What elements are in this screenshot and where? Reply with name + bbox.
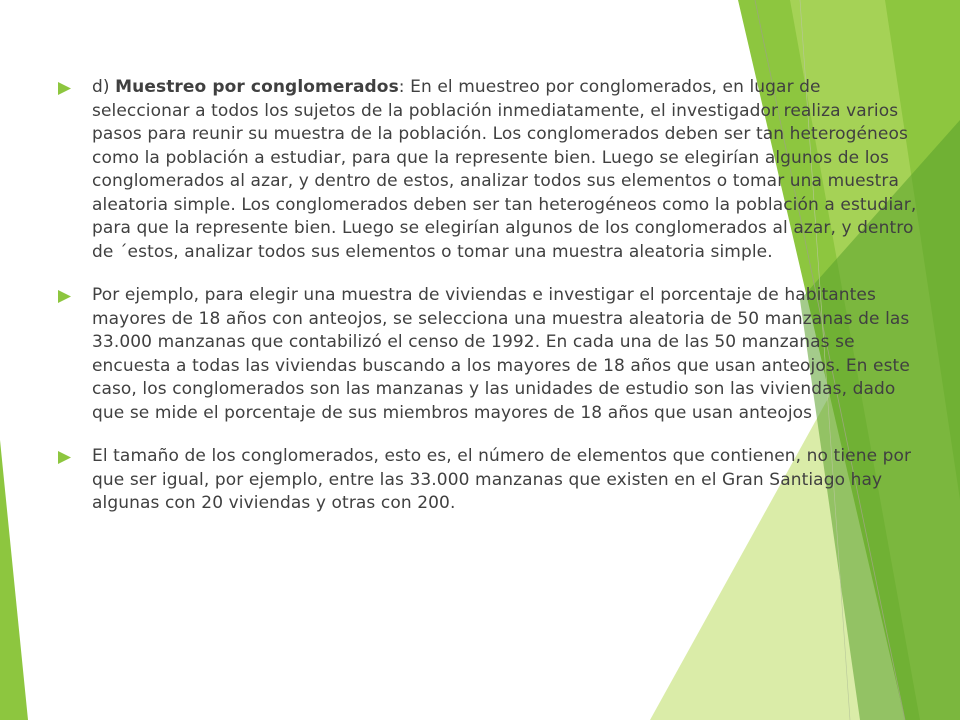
bullet-prefix: d) <box>92 77 116 97</box>
left-green-triangle <box>0 440 28 720</box>
triangle-right-icon <box>58 290 71 303</box>
triangle-right-icon <box>58 451 71 464</box>
bullet-text: Por ejemplo, para elegir una muestra de viviendas e investigar el porcentaje de habitantes mayores de 18 años con anteojos, se selecciona una muestra aleatoria de 50 manzanas de las 33.000 manzanas que contabilizó el censo de 1992. En cada una de las 50 manzanas se encuesta a todas las viviendas buscando a los mayores de 18 años que usan anteojos. En este caso, los conglomerados son las manzanas y las unidades de estudio son las viviendas, dado que se mide el porcentaje de sus miembros mayores de 18 años que usan anteojos <box>92 285 910 423</box>
slide-content <box>58 76 918 536</box>
triangle-right-icon <box>58 82 71 95</box>
bullet-item-muestreo-conglomerados <box>58 76 918 264</box>
bullet-item-tamano <box>58 445 918 516</box>
bullet-text: : En el muestreo por conglomerados, en lugar de seleccionar a todos los sujetos de la población inmediatamente, el investigador realiza varios pasos para reunir su muestra de la población. Los conglomerados deben ser tan heterogéneos como la población a estudiar, para que la represente bien. Luego se elegirían algunos de los conglomerados al azar, y dentro de estos, analizar todos sus elementos o tomar una muestra aleatoria simple. Los conglomerados deben ser tan heterogéneos como la población a estudiar, para que la represente bien. Luego se elegirían algunos de los conglomerados al azar, y dentro de ´estos, analizar todos sus elementos o tomar una muestra aleatoria simple. <box>92 77 917 262</box>
bullet-text: El tamaño de los conglomerados, esto es, el número de elementos que contienen, no tiene por que ser igual, por ejemplo, entre las 33.000 manzanas que existen en el Gran Santiago hay algunas con 20 viviendas y otras con 200. <box>92 446 912 513</box>
bullet-bold-term: Muestreo por conglomerados <box>115 77 399 97</box>
bullet-item-ejemplo <box>58 284 918 425</box>
